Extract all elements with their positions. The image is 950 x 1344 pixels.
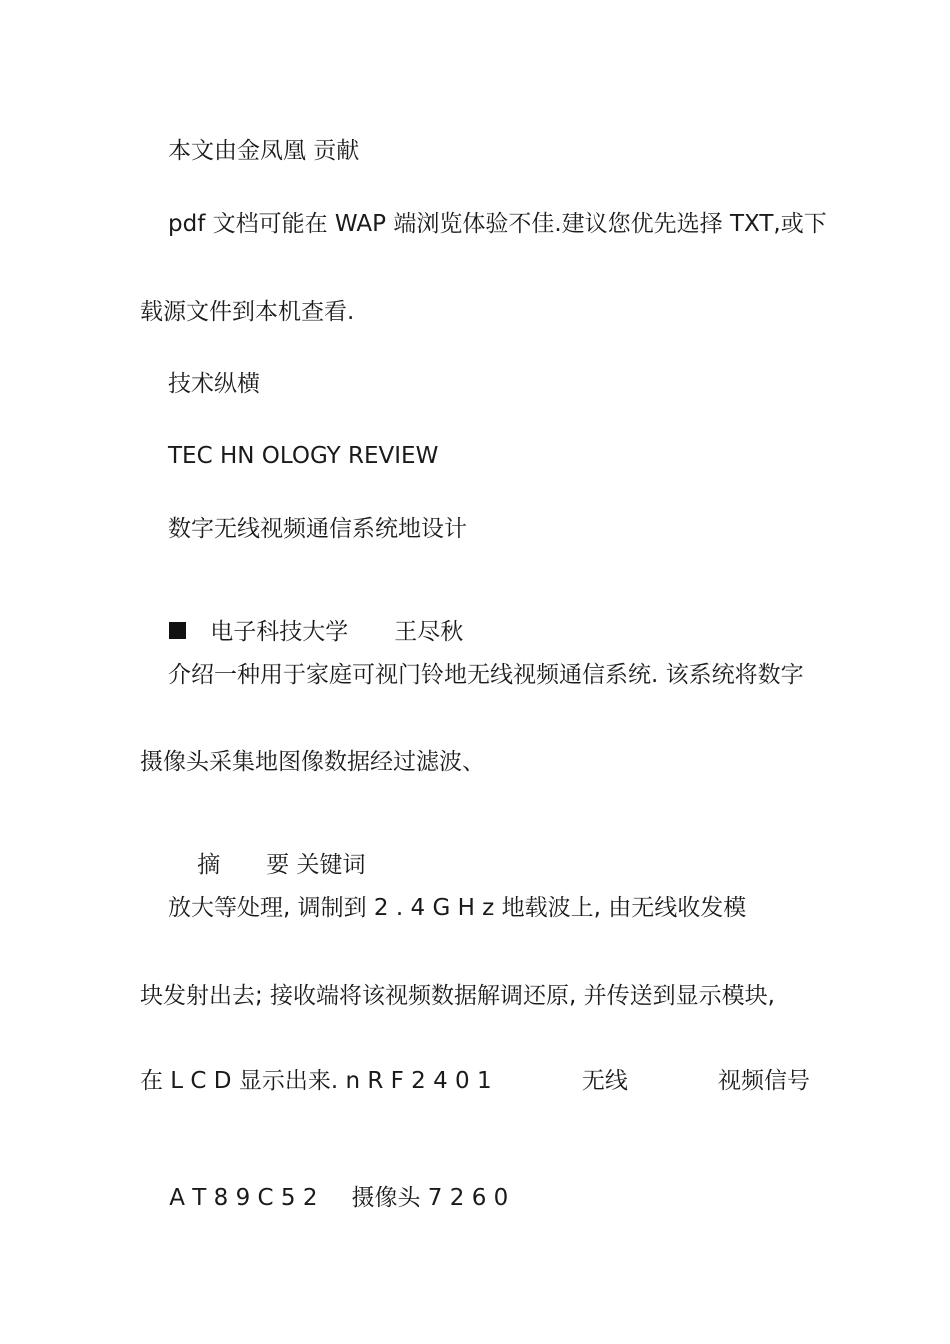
- affiliation: 电子科技大学: [210, 619, 349, 645]
- body-line-4-b: 摄像头 7 2 6 0: [351, 1185, 509, 1211]
- body-line-3-b: 无线: [581, 1068, 628, 1094]
- article-title: 数字无线视频通信系统地设计: [168, 516, 467, 542]
- abstract-line-2: 摄像头采集地图像数据经过滤波、: [140, 749, 485, 775]
- body-line-2: 块发射出去; 接收端将该视频数据解调还原, 并传送到显示模块,: [140, 983, 775, 1009]
- section-label-en: TEC HN OLOGY REVIEW: [168, 443, 439, 469]
- abstract-line-1: 介绍一种用于家庭可视门铃地无线视频通信系统. 该系统将数字: [168, 662, 804, 688]
- body-line-1: 放大等处理, 调制到 2 . 4 G H z 地载波上, 由无线收发模: [168, 895, 747, 921]
- contributor-line: 本文由金凤凰 贡献: [168, 138, 360, 164]
- author-name: 王尽秋: [394, 619, 464, 645]
- body-line-3: [140, 1066, 810, 1096]
- body-line-4: [140, 1153, 508, 1243]
- notice-line-2: 载源文件到本机查看.: [140, 299, 355, 325]
- notice-line-1: pdf 文档可能在 WAP 端浏览体验不佳.建议您优先选择 TXT,或下: [168, 211, 827, 237]
- bullet-square-icon: [169, 622, 186, 639]
- abstract-label-b: 要 关键词: [266, 852, 366, 878]
- body-line-3-c: 视频信号: [717, 1068, 810, 1094]
- body-line-3-a: 在 L C D 显示出来. n R F 2 4 0 1: [140, 1068, 492, 1094]
- section-label-cn: 技术纵横: [168, 371, 260, 397]
- body-line-4-a: A T 8 9 C 5 2: [169, 1185, 318, 1211]
- abstract-label-a: 摘: [197, 852, 221, 878]
